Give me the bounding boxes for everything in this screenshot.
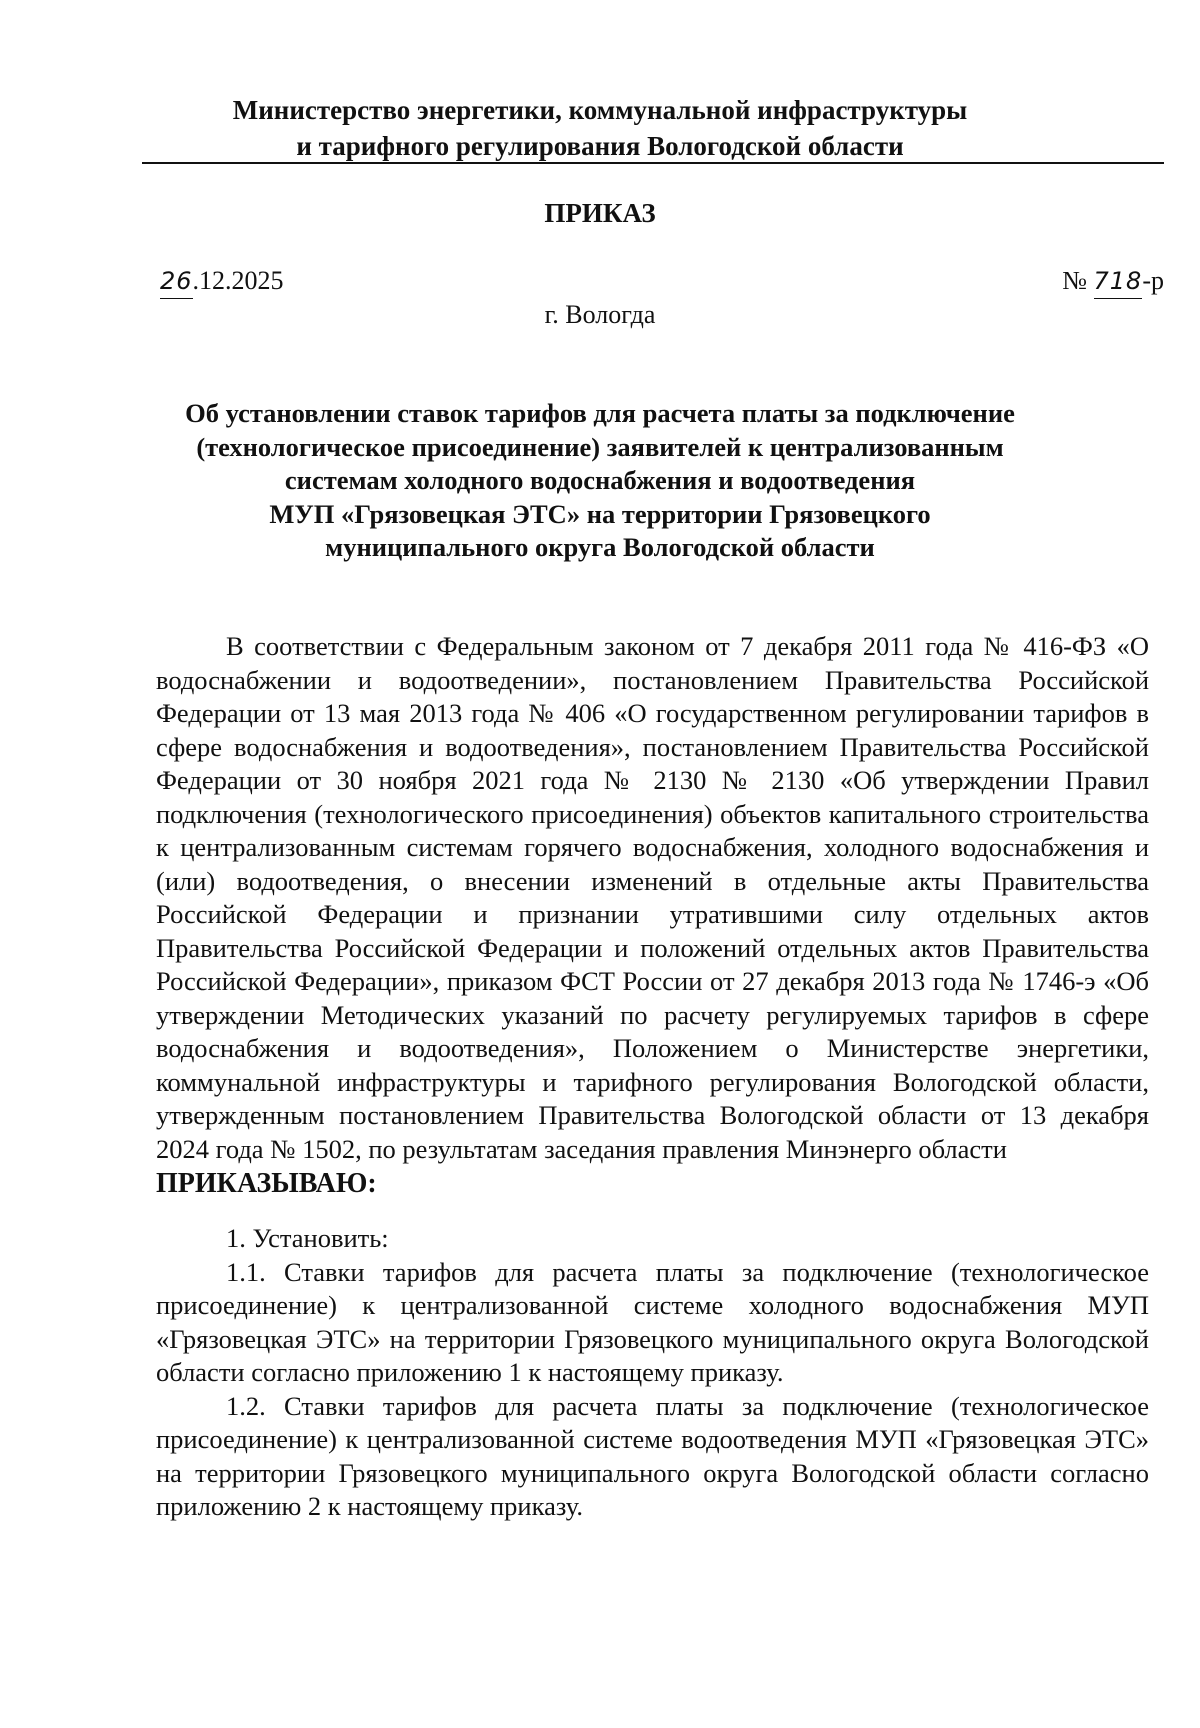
ministry-header-line-1: Министерство энергетики, коммунальной инфраструктуры [232,95,968,125]
subject-line: Об установлении ставок тарифов для расчета платы за подключение [185,398,1015,428]
order-body [156,630,1149,1524]
preamble-paragraph: В соответствии с Федеральным законом от 7 декабря 2011 года № 416-ФЗ «О водоснабжении и водоотведении», постановлением Правительства Российской Федерации от 13 мая 2013 года № 406 «О государственном регулировании тарифов в сфере водоснабжения и водоотведения», постановлением Правительства Российской Федерации от 30 ноября 2021 года № 2130 № 2130 «Об утверждении Правил подключения (технологического присоединения) объектов капитального строительства к централизованным системам горячего водоснабжения, холодного водоснабжения и (или) водоотведения, о внесении изменений в отдельные акты Правительства Российской Федерации и признании утратившими силу отдельных актов Правительства Российской Федерации и положений отдельных актов Правительства Российской Федерации», приказом ФСТ России от 27 декабря 2013 года № 1746-э «Об утверждении Методических указаний по расчету регулируемых тарифов в сфере водоснабжения и водоотведения», Положением о Министерстве энергетики, коммунальной инфраструктуры и тарифного регулирования Вологодской области, утвержденным постановлением Правительства Вологодской области от 13 декабря 2024 года № 1502, по результатам заседания правления Минэнерго области [156,631,1149,1164]
subject-line: муниципального округа Вологодской области [325,532,875,562]
subject-line: системам холодного водоснабжения и водоотведения [284,465,916,495]
subject-line: (технологическое присоединение) заявителей к централизованным [196,431,1004,462]
ministry-header-line-2: и тарифного регулирования Вологодской области [296,131,904,161]
document-type-title: ПРИКАЗ [544,198,656,228]
order-item: 1.2. Ставки тарифов для расчета платы за подключение (технологическое присоединение) к централизованной системе водоотведения МУП «Грязовецкая ЭТС» на территории Грязовецкого муниципального округа Вологодской области согласно приложению 2 к настоящему приказу. [156,1390,1149,1521]
handwritten-number: 718 [1094,264,1143,299]
header-divider [142,162,1164,164]
number-sign: № [1062,266,1088,295]
handwritten-day: 26 [160,264,193,299]
order-directive-word: ПРИКАЗЫВАЮ: [156,1168,377,1199]
order-item: 1.1. Ставки тарифов для расчета платы за подключение (технологическое присоединение) к централизованной системе холодного водоснабжения МУП «Грязовецкая ЭТС» на территории Грязовецкого муниципального округа Вологодской области согласно приложению 1 к настоящему приказу. [156,1256,1149,1387]
date-month-year: .12.2025 [192,266,284,295]
order-subject [150,397,1050,565]
order-item: 1. Установить: [226,1223,389,1253]
subject-line: МУП «Грязовецкая ЭТС» на территории Грязовецкого [269,498,931,529]
number-suffix: -р [1142,266,1164,295]
order-date [160,264,284,299]
order-city: г. Вологда [544,300,656,329]
order-number [1062,264,1164,299]
ministry-header [0,92,1200,164]
